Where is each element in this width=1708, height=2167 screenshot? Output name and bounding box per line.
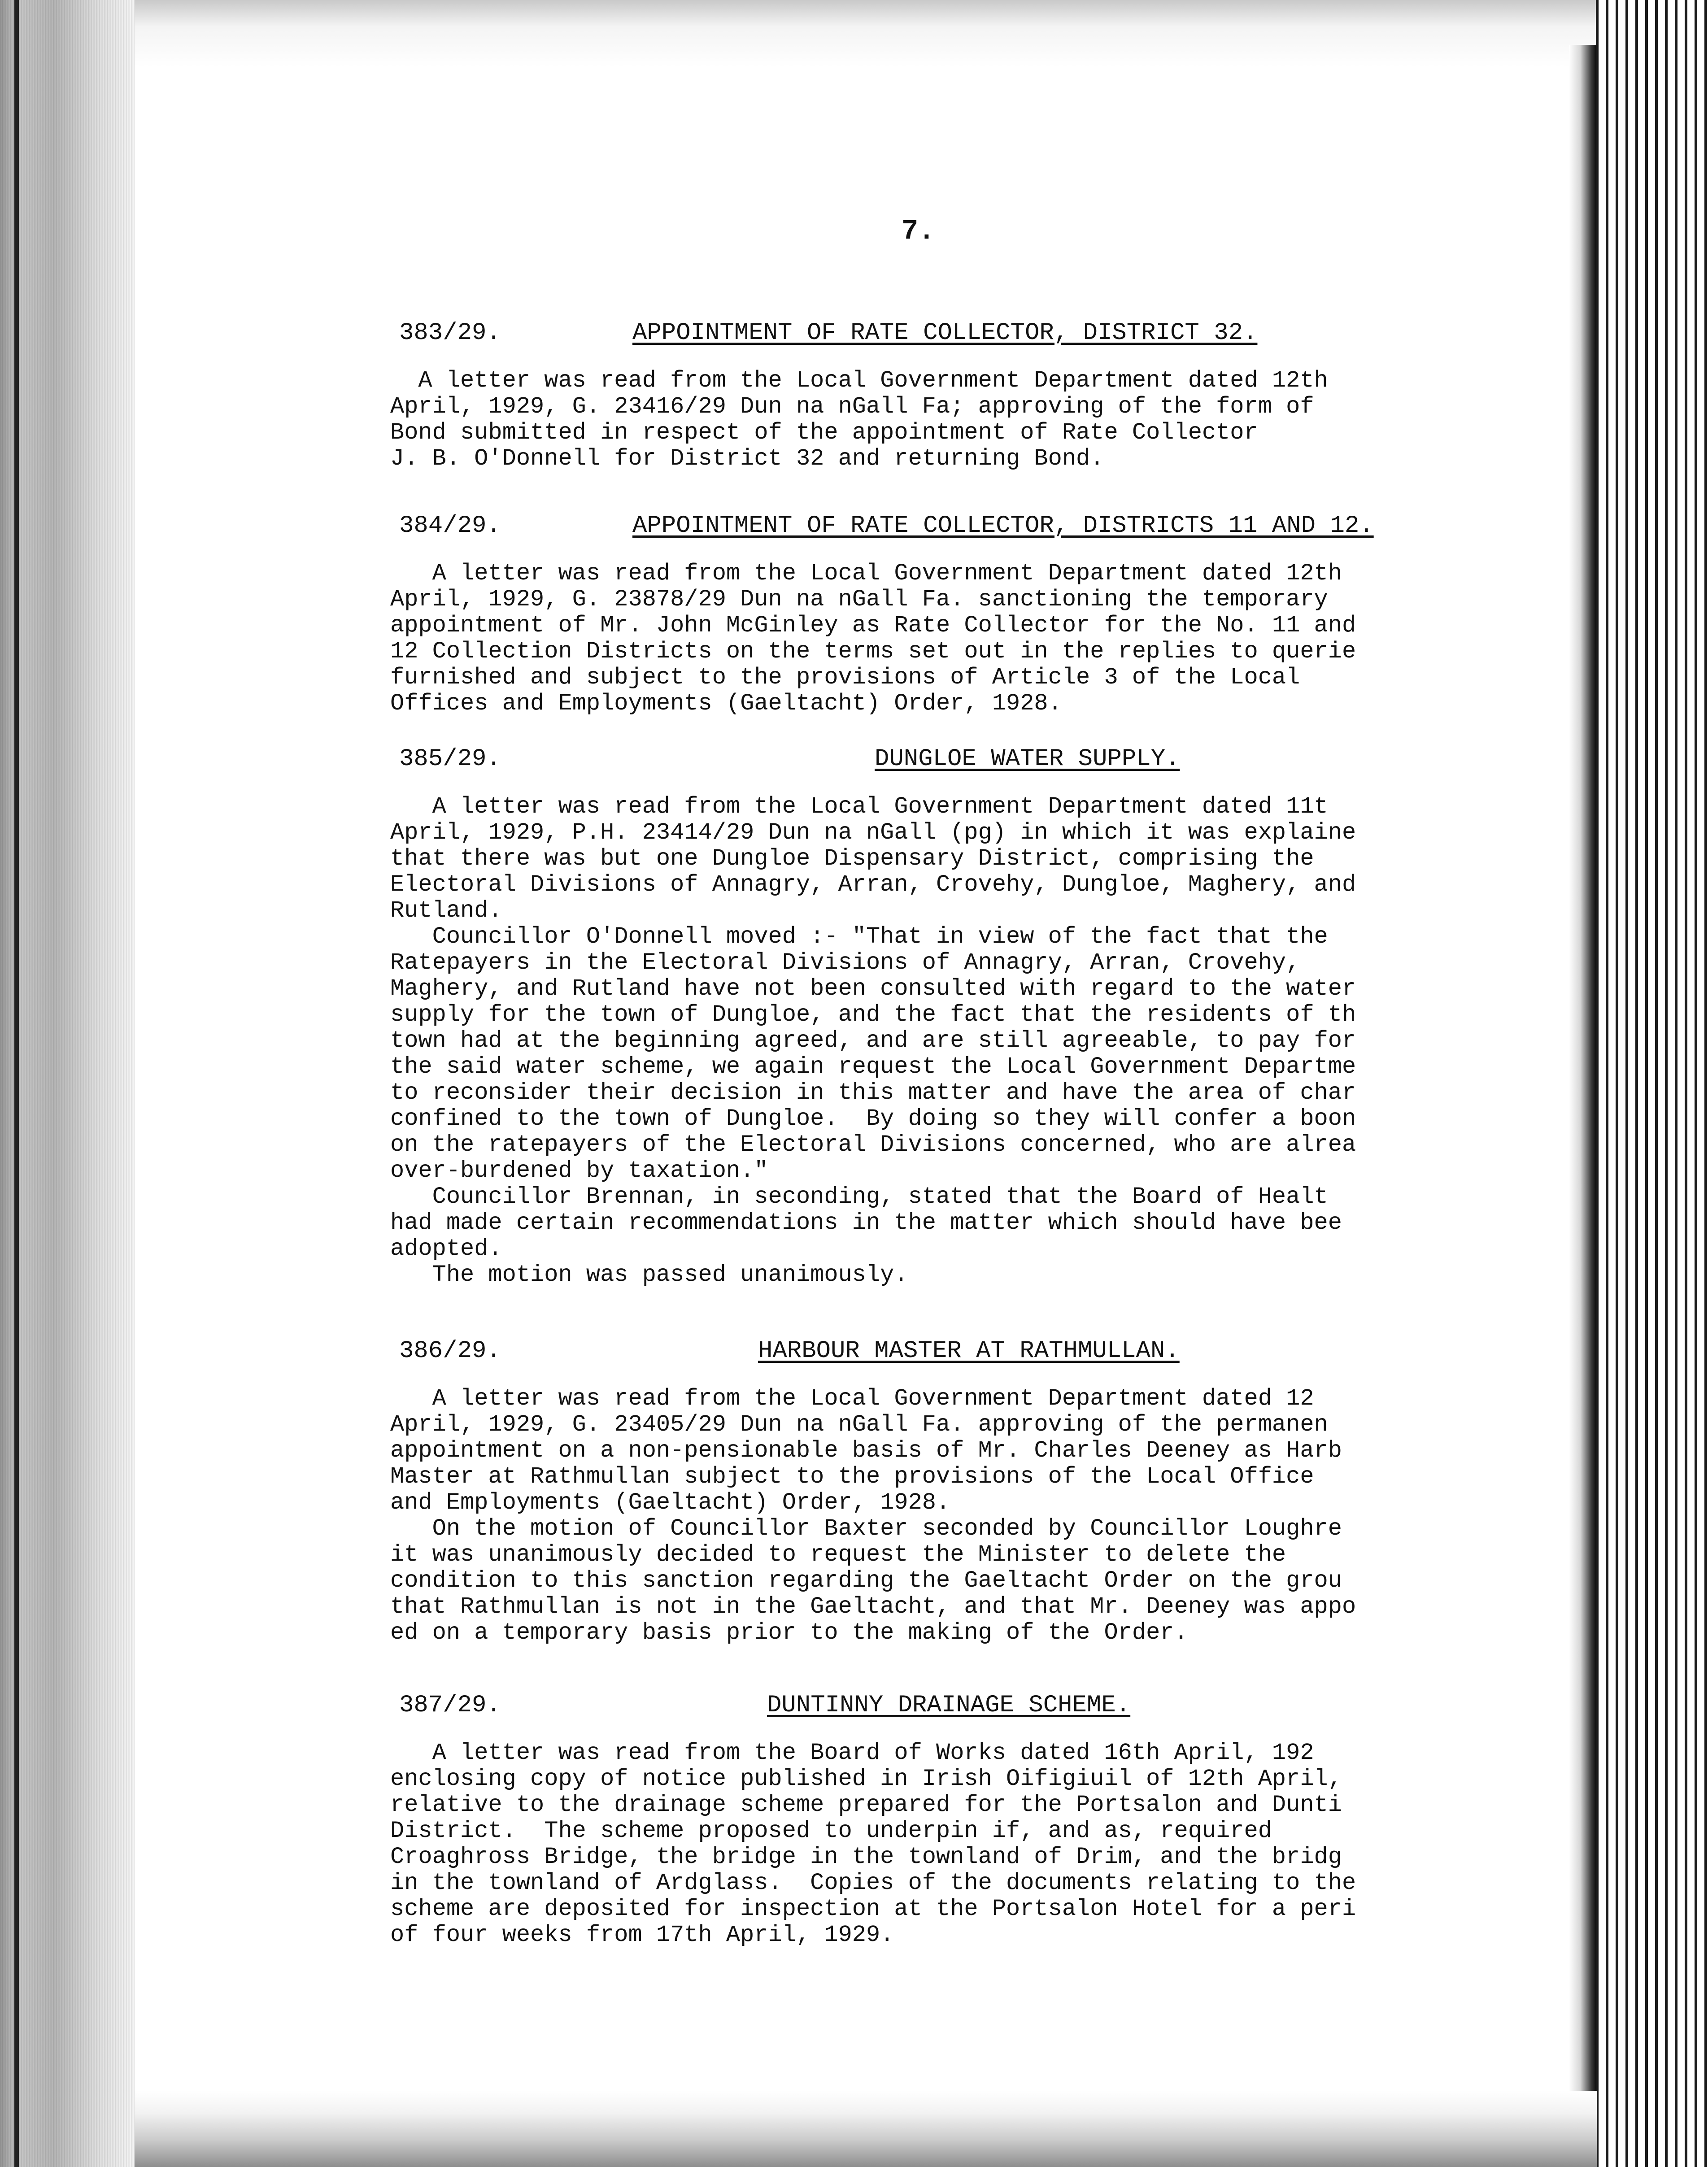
- scan-top-edge: [135, 0, 1615, 67]
- minute-title: DUNGLOE WATER SUPPLY.: [875, 745, 1180, 773]
- minute-383: [390, 318, 1556, 472]
- minute-386: [390, 1336, 1556, 1646]
- minute-body: A letter was read from the Local Government Department dated 11t April, 1929, P.H. 23414/29 Dun na nGall (pg) in which it was explaine that there was but one Dungloe Dispensary District, comprising the Electoral Divisions of Annagry, Arran, Crovehy, Dungloe, Maghery, and Rutland. Councillor O'Donnell moved :- "That in view of the fact that the Ratepayers in the Electoral Divisions of Annagry, Arran, Crovehy, Maghery, and Rutland have not been consulted with regard to the water supply for the town of Dungloe, and the fact that the residents of th town had at the beginning agreed, and are still agreeable, to pay for the said water scheme, we again request the Local Government Departme to reconsider their decision in this matter and have the area of char confined to the town of Dungloe. By doing so they will confer a boon on the ratepayers of the Electoral Divisions concerned, who are alrea over-burdened by taxation." Councillor Brennan, in seconding, stated that the Board of Healt had made certain recommendations in the matter which should have bee adopted. The motion was passed unanimously.: [390, 793, 1356, 1288]
- stacked-page-edges: [1596, 0, 1708, 2167]
- minute-heading: [390, 318, 1556, 348]
- minute-385: [390, 744, 1556, 1288]
- minute-title: APPOINTMENT OF RATE COLLECTOR, DISTRICTS 11 AND 12.: [632, 512, 1374, 540]
- minute-heading: [390, 744, 1556, 774]
- minute-title: HARBOUR MASTER AT RATHMULLAN.: [758, 1337, 1180, 1365]
- minute-ref: 384/29.: [399, 512, 501, 540]
- minute-body: A letter was read from the Local Government Department dated 12th April, 1929, G. 23416/29 Dun na nGall Fa; approving of the form of Bond submitted in respect of the appointment of Rate Collector J. B. O'Donnell for District 32 and returning Bond.: [390, 367, 1328, 472]
- scan-left-margin: [0, 0, 135, 2167]
- minute-body: A letter was read from the Local Government Department dated 12th April, 1929, G. 23878/29 Dun na nGall Fa. sanctioning the temporary appointment of Mr. John McGinley as Rate Collector for the No. 11 and 12 Collection Districts on the terms set out in the replies to querie furnished and subject to the provisions of Article 3 of the Local Offices and Employments (Gaeltacht) Order, 1928.: [390, 560, 1356, 717]
- page-edge-shadow: [1569, 45, 1596, 2130]
- minute-heading: [390, 1691, 1556, 1720]
- minute-ref: 387/29.: [399, 1692, 501, 1719]
- minute-title: APPOINTMENT OF RATE COLLECTOR, DISTRICT 32.: [632, 319, 1258, 347]
- minute-ref: 385/29.: [399, 745, 501, 773]
- scan-bottom-edge: [135, 2091, 1597, 2167]
- minute-heading: [390, 1336, 1556, 1366]
- minute-387: [390, 1691, 1556, 1948]
- page-number: 7.: [902, 215, 935, 247]
- minute-ref: 383/29.: [399, 319, 501, 347]
- binding-edge: [14, 0, 19, 2167]
- minute-384: [390, 511, 1556, 717]
- minute-body: A letter was read from the Board of Works dated 16th April, 192 enclosing copy of notice published in Irish Oifigiuil of 12th April, relative to the drainage scheme prepared for the Portsalon and Dunti District. The scheme proposed to underpin if, and as, required Croaghross Bridge, the bridge in the townland of Drim, and the bridg in the townland of Ardglass. Copies of the documents relating to the scheme are deposited for inspection at the Portsalon Hotel for a peri of four weeks from 17th April, 1929.: [390, 1740, 1356, 1948]
- minute-body: A letter was read from the Local Government Department dated 12 April, 1929, G. 23405/29 Dun na nGall Fa. approving of the permanen appointment on a non-pensionable basis of Mr. Charles Deeney as Harb Master at Rathmullan subject to the provisions of the Local Office and Employments (Gaeltacht) Order, 1928. On the motion of Councillor Baxter seconded by Councillor Loughre it was unanimously decided to request the Minister to delete the condition to this sanction regarding the Gaeltacht Order on the grou that Rathmullan is not in the Gaeltacht, and that Mr. Deeney was appo ed on a temporary basis prior to the making of the Order.: [390, 1385, 1356, 1646]
- minute-title: DUNTINNY DRAINAGE SCHEME.: [767, 1692, 1131, 1719]
- minute-ref: 386/29.: [399, 1337, 501, 1365]
- minute-heading: [390, 511, 1556, 541]
